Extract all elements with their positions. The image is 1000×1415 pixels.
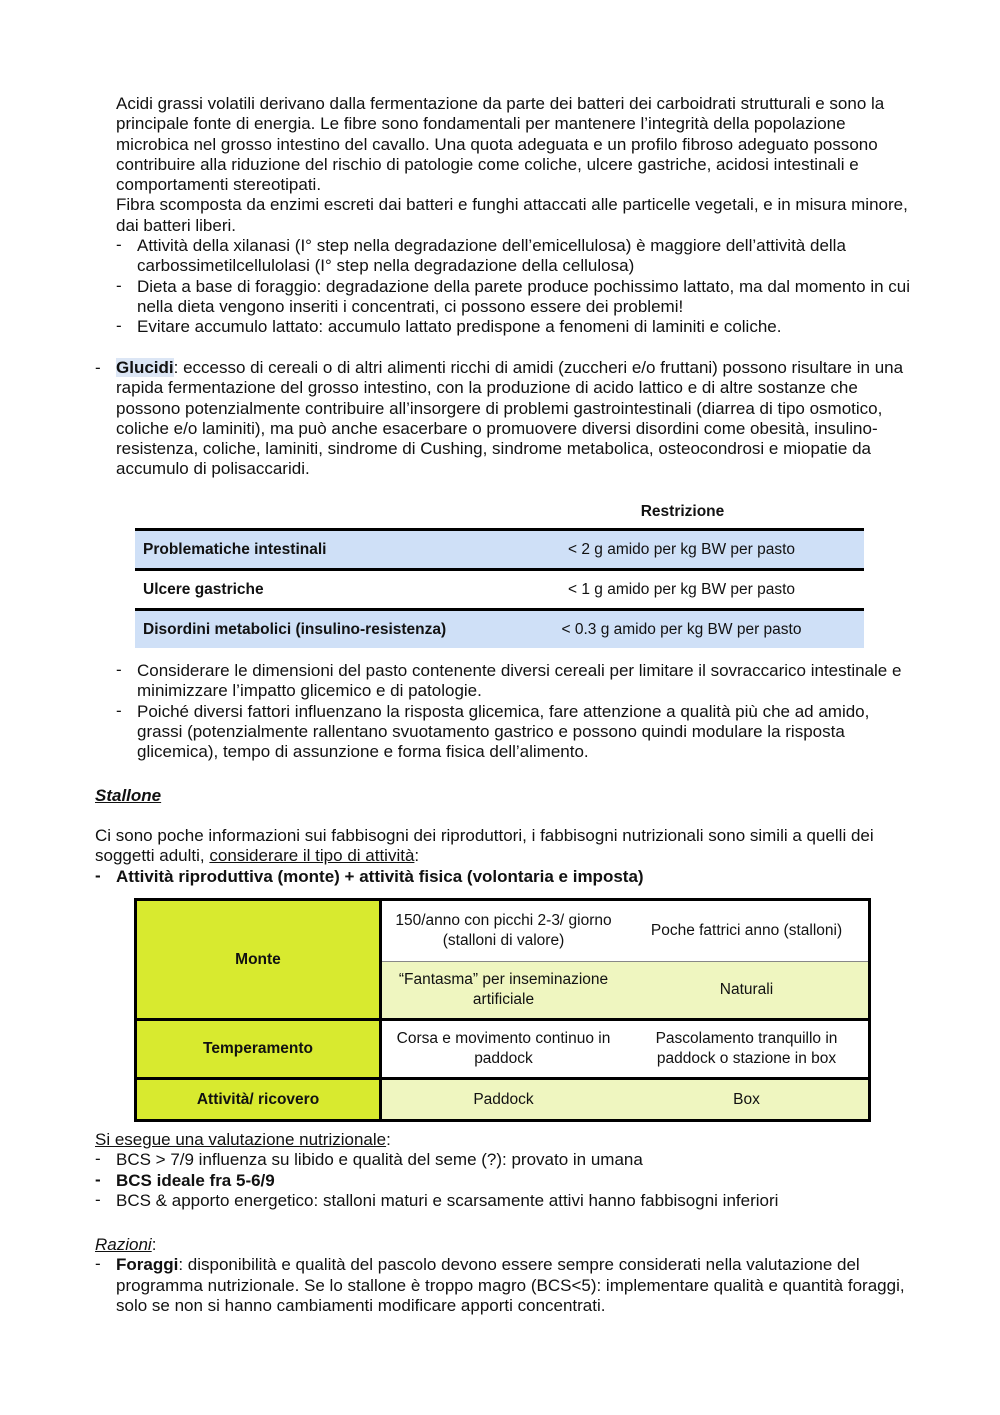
table-cell-label: Disordini metabolici (insulino-resistenza): [135, 610, 499, 649]
stallone-heading: Stallone: [95, 786, 162, 805]
activity-table: [134, 898, 871, 1122]
table-cell: 150/anno con picchi 2-3/ giorno (stalloni di valore): [381, 900, 626, 962]
list-item: - BCS > 7/9 influenza su libido e qualità del seme (?): provato in umana: [95, 1150, 915, 1170]
table-row: [135, 530, 864, 570]
table-cell-label: Ulcere gastriche: [135, 570, 499, 610]
intro-bullet-list: [116, 236, 916, 337]
razioni-bullet-list: [95, 1255, 915, 1316]
valutazione-section: [95, 1130, 915, 1211]
table-cell: Corsa e movimento continuo in paddock: [381, 1020, 626, 1079]
table-cell-value: < 0.3 g amido per kg BW per pasto: [499, 610, 864, 649]
intro-section: [116, 94, 916, 338]
table-row: [135, 610, 864, 649]
list-item: - Attività della xilanasi (I° step nella degradazione dell’emicellulosa) è maggiore dell’attività della carbossimetilcellulolasi (I° step nella degradazione della cellulosa): [116, 236, 916, 277]
table-cell: Naturali: [625, 962, 870, 1020]
restrizione-header: Restrizione: [640, 503, 725, 520]
stallone-section: [95, 826, 915, 887]
monte-label-cell: Monte: [136, 900, 381, 1020]
razioni-colon: :: [151, 1235, 157, 1254]
temperamento-label-cell: Temperamento: [136, 1020, 381, 1079]
after-table-section: [116, 661, 916, 762]
intro-paragraph-2: Fibra scomposta da enzimi escreti dai batteri e funghi attaccati alle particelle vegetali, e in misura minore, dai batteri liberi.: [116, 195, 908, 235]
stallone-underlined-text: considerare il tipo di attività: [209, 846, 415, 866]
list-item: - Considerare le dimensioni del pasto contenente diversi cereali per limitare il sovraccarico intestinale e minimizzare l’impatto glicemico e di patologie.: [116, 661, 916, 702]
valutazione-heading-text: Si esegue una valutazione nutrizionale: [95, 1130, 387, 1149]
stallone-colon: :: [414, 846, 420, 866]
glucidi-text: : eccesso di cereali o di altri alimenti ricchi di amidi (zuccheri e/o fruttani) possono risultare in una rapida fermentazione del grosso intestino, con la produzione di acido lattico e di altre sostanze che possono potenzialmente contribuire all’insorgere di problemi gastrointestinali (diarrea di tipo osmotico, coliche e/o laminiti), ma può anche esacerbare o promuovere diversi disordini come obesità, insulino-resistenza, coliche, laminiti, sindrome di Cushing, sindrome metabolica, osteocondrosi e miopatie da accumulo di polisaccaridi.: [116, 358, 904, 479]
table-row: [136, 1079, 870, 1121]
table-cell: “Fantasma” per inseminazione artificiale: [381, 962, 626, 1020]
intro-paragraph-1: Acidi grassi volatili derivano dalla fermentazione da parte dei batteri dei carboidrati strutturali e sono la principale fonte di energia. Le fibre sono fondamentali per mantenere l’integrità della popolazione microbica nel grosso intestino del cavallo. Una quota adeguata e un profilo fibroso adeguato possono contribuire alla riduzione del rischio di patologie come coliche, ulcere gastriche, acidosi intestinali e comportamenti stereotipati.: [116, 94, 885, 195]
razioni-section: [95, 1235, 915, 1316]
list-item: - BCS & apporto energetico: stalloni maturi e scarsamente attivi hanno fabbisogni inferiori: [95, 1191, 915, 1211]
restriction-table: [135, 528, 864, 648]
table-cell: Paddock: [381, 1079, 626, 1121]
valutazione-heading: [95, 1130, 915, 1150]
foraggi-text: : disponibilità e qualità del pascolo devono essere sempre considerati nella valutazione del programma nutrizionale. Se lo stallone è troppo magro (BCS<5): implementare qualità e quantità foraggi, solo se non si hanno cambiamenti modificare apporti concentrati.: [116, 1255, 905, 1315]
list-item: - Evitare accumulo lattato: accumulo lattato predispone a fenomeni di laminiti e coliche.: [116, 317, 916, 337]
stallone-text: Ci sono poche informazioni sui fabbisogni dei riproduttori, i fabbisogni nutrizionali sono simili a quelli dei soggetti adulti,: [95, 826, 874, 866]
razioni-heading-text: Razioni: [95, 1235, 152, 1254]
bullet-dash: -: [95, 358, 101, 377]
razioni-heading: [95, 1235, 915, 1255]
table-cell: Box: [625, 1079, 870, 1121]
table-row: [136, 1020, 870, 1079]
after-table-bullet-list: [116, 661, 916, 762]
table-row: [136, 900, 870, 962]
table-cell: Pascolamento tranquillo in paddock o stazione in box: [625, 1020, 870, 1079]
glucidi-term: Glucidi: [116, 358, 174, 377]
valutazione-bullet-list: [95, 1150, 915, 1211]
valutazione-colon: :: [386, 1130, 391, 1149]
table-cell-value: < 1 g amido per kg BW per pasto: [499, 570, 864, 610]
foraggi-term: Foraggi: [116, 1255, 179, 1275]
list-item: - BCS ideale fra 5-6/9: [95, 1171, 915, 1191]
list-item: [95, 1255, 915, 1316]
attivita-label-cell: Attività/ ricovero: [136, 1079, 381, 1121]
table-cell-value: < 2 g amido per kg BW per pasto: [499, 530, 864, 570]
table-cell: Poche fattrici anno (stalloni): [625, 900, 870, 962]
stallone-bold-bullet: [95, 867, 915, 887]
table-cell-label: Problematiche intestinali: [135, 530, 499, 570]
bullet-dash: -: [95, 865, 101, 885]
stallone-bold-bullet-text: Attività riproduttiva (monte) + attività fisica (volontaria e imposta): [116, 866, 644, 886]
table-row: [135, 570, 864, 610]
list-item: - Poiché diversi fattori influenzano la risposta glicemica, fare attenzione a qualità più che ad amido, grassi (potenzialmente rallentano svuotamento gastrico e possono quindi modulare la risposta glicemica), tempo di assunzione e forma fisica dell’alimento.: [116, 702, 916, 763]
stallone-paragraph: [95, 826, 915, 867]
glucidi-paragraph: [116, 358, 911, 480]
list-item: - Dieta a base di foraggio: degradazione della parete produce pochissimo lattato, ma dal momento in cui nella dieta vengono inseriti i concentrati, ci possono essere dei problemi!: [116, 277, 916, 318]
glucidi-section: [95, 358, 911, 480]
